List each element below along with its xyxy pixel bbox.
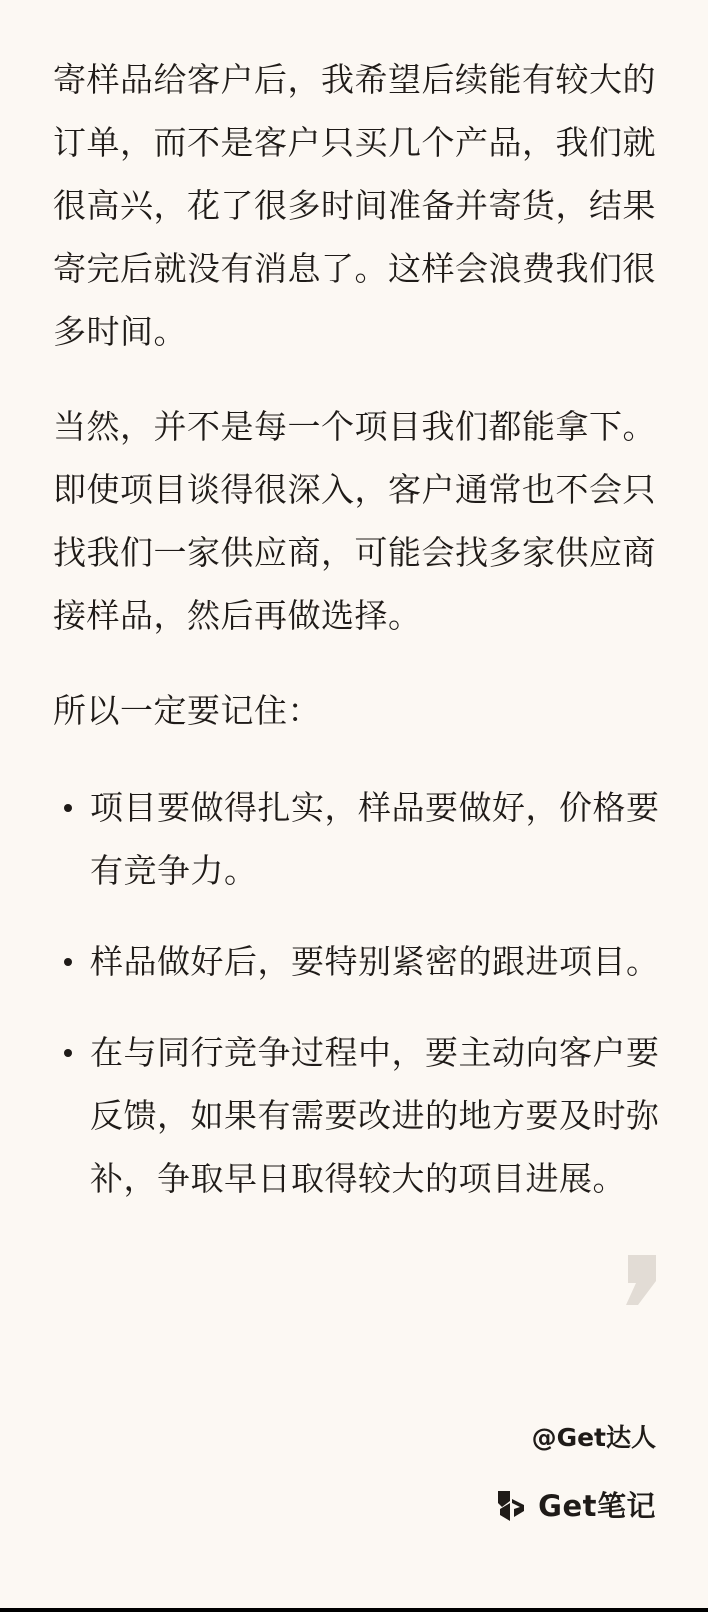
list-item-text: 项目要做得扎实，样品要做好，价格要有竞争力。 bbox=[90, 788, 660, 890]
list-item bbox=[53, 776, 663, 902]
closing-quote-icon bbox=[620, 1255, 658, 1307]
list-item bbox=[53, 930, 663, 993]
bottom-edge-bar bbox=[0, 1608, 708, 1612]
bullet-dot bbox=[64, 804, 72, 812]
bullet-list bbox=[53, 776, 663, 1210]
list-item bbox=[53, 1021, 663, 1210]
get-logo-icon bbox=[496, 1487, 528, 1523]
brand-name: Get笔记 bbox=[538, 1489, 656, 1523]
paragraph-2: 当然，并不是每一个项目我们都能拿下。即使项目谈得很深入，客户通常也不会只找我们一家供应商，可能会找多家供应商接样品，然后再做选择。 bbox=[53, 407, 656, 635]
bullet-dot bbox=[64, 958, 72, 966]
paragraph-3: 所以一定要记住： bbox=[53, 691, 321, 730]
author-handle: @Get达人 bbox=[531, 1423, 656, 1452]
list-item-text: 样品做好后，要特别紧密的跟进项目。 bbox=[90, 942, 660, 981]
article-body bbox=[53, 48, 663, 1238]
paragraph-1: 寄样品给客户后，我希望后续能有较大的订单，而不是客户只买几个产品，我们就很高兴，花了很多时间准备并寄货，结果寄完后就没有消息了。这样会浪费我们很多时间。 bbox=[53, 60, 656, 351]
bullet-dot bbox=[64, 1049, 72, 1057]
brand-watermark bbox=[496, 1484, 656, 1525]
list-item-text: 在与同行竞争过程中，要主动向客户要反馈，如果有需要改进的地方要及时弥补，争取早日取得较大的项目进展。 bbox=[90, 1033, 660, 1198]
